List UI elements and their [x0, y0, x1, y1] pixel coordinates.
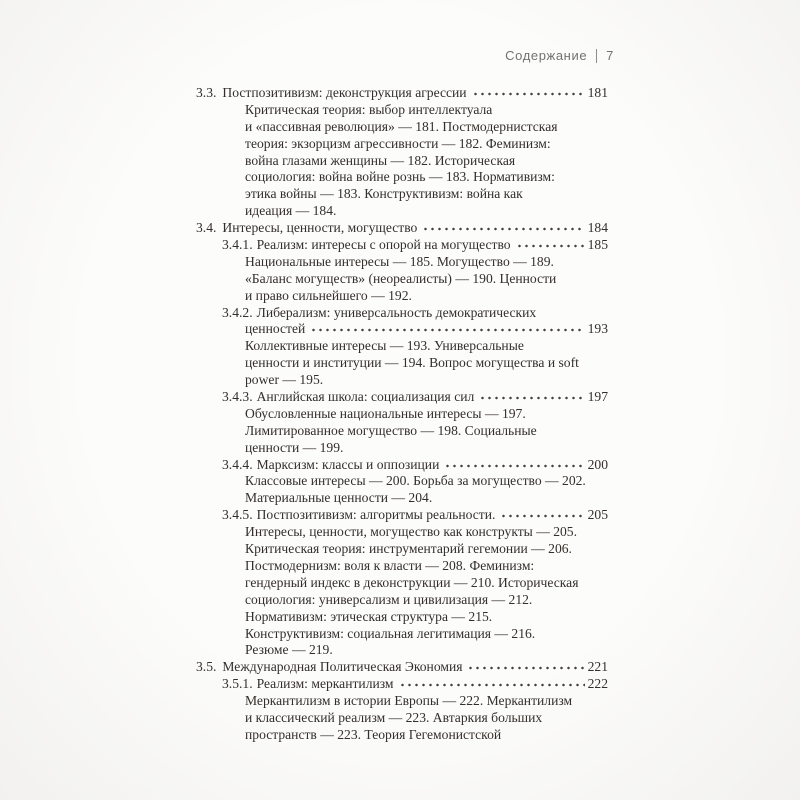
toc-entry-number: 3.4.4.: [222, 456, 253, 472]
dot-leader: [422, 221, 584, 232]
toc-description-line: [0, 710, 800, 727]
toc-text: Конструктивизм: социальная легитимация — 216.: [245, 625, 536, 641]
toc-description-line: [0, 271, 800, 288]
toc-description-line: [0, 119, 800, 136]
toc-description-line: [0, 642, 800, 659]
toc-description-line: [0, 321, 800, 338]
toc-text: Национальные интересы — 185. Могущество — 189.: [245, 253, 554, 269]
toc-text: Классовые интересы — 200. Борьба за могущество — 202.: [245, 473, 586, 489]
toc-text: социология: война войне рознь — 183. Нормативизм:: [245, 169, 555, 185]
toc-description-line: [0, 609, 800, 626]
toc-entry-line: [0, 305, 800, 322]
toc-text: Критическая теория: инструментарий гегемонии — 206.: [245, 541, 572, 557]
toc-description-line: [0, 153, 800, 170]
toc-entry-line: [0, 85, 800, 102]
toc-description-line: [0, 727, 800, 744]
header-page-number: 7: [606, 48, 614, 63]
dot-leader: [310, 322, 584, 333]
toc-text: Либерализм: универсальность демократических: [256, 304, 537, 320]
toc-entry-line: [0, 507, 800, 524]
toc-text: Интересы, ценности, могущество: [222, 220, 418, 236]
toc-description-line: [0, 558, 800, 575]
toc-text: ценностей: [245, 321, 306, 337]
toc-page-number: 193: [587, 321, 608, 337]
toc-entry-line: [0, 389, 800, 406]
toc-text: ценности и институции — 194. Вопрос могущества и soft: [245, 355, 579, 371]
toc-entry-number: 3.4.1.: [222, 237, 253, 253]
toc-entry-number: 3.4.5.: [222, 507, 253, 523]
toc-entry-number: 3.4.3.: [222, 389, 253, 405]
toc-page-number: 197: [587, 389, 608, 405]
toc-text: социология: универсализм и цивилизация — 212.: [245, 591, 533, 607]
toc-description-line: [0, 626, 800, 643]
toc-page-number: 200: [587, 456, 608, 472]
toc-text: этика войны — 183. Конструктивизм: война как: [245, 186, 523, 202]
toc-text: Реализм: интересы с опорой на могущество: [256, 237, 511, 253]
toc-entry-number: 3.5.: [196, 659, 217, 675]
toc-text: и право сильнейшего — 192.: [245, 287, 412, 303]
toc-description-line: [0, 288, 800, 305]
toc-entry-line: [0, 220, 800, 237]
toc-description-line: [0, 524, 800, 541]
running-head-title: Содержание: [505, 48, 588, 63]
toc-text: Критическая теория: выбор интеллектуала: [245, 101, 493, 117]
toc-page-number: 205: [587, 507, 608, 523]
running-head: [505, 48, 614, 63]
toc-text: Английская школа: социализация сил: [256, 389, 475, 405]
toc-text: Международная Политическая Экономия: [222, 659, 463, 675]
toc-page-number: 181: [587, 85, 608, 100]
toc-text: и «пассивная революция» — 181. Постмодернистская: [245, 118, 558, 134]
dot-leader: [516, 238, 585, 249]
toc: [0, 85, 800, 744]
toc-text: Материальные ценности — 204.: [245, 490, 433, 506]
toc-text: Интересы, ценности, могущество как конструкты — 205.: [245, 524, 577, 540]
toc-text: пространств — 223. Теория Гегемонистской: [245, 726, 502, 742]
toc-description-line: [0, 203, 800, 220]
dot-leader: [399, 677, 585, 688]
toc-text: Постпозитивизм: алгоритмы реальности.: [256, 507, 496, 523]
toc-page-number: 222: [587, 676, 608, 692]
toc-description-line: [0, 575, 800, 592]
header-divider: [596, 49, 597, 63]
dot-leader: [444, 458, 584, 469]
toc-description-line: [0, 541, 800, 558]
dot-leader: [472, 86, 585, 97]
toc-description-line: [0, 490, 800, 507]
toc-description-line: [0, 592, 800, 609]
toc-text: Постмодернизм: воля к власти — 208. Феминизм:: [245, 557, 535, 573]
toc-text: и классический реализм — 223. Автаркия больших: [245, 709, 543, 725]
toc-description-line: [0, 102, 800, 119]
toc-description-line: [0, 136, 800, 153]
toc-text: power — 195.: [245, 372, 324, 388]
toc-text: ценности — 199.: [245, 439, 344, 455]
toc-description-line: [0, 254, 800, 271]
toc-page-number: 221: [587, 659, 608, 675]
dot-leader: [467, 660, 584, 671]
toc-entry-number: 3.4.: [196, 220, 217, 236]
toc-page-number: 185: [587, 237, 608, 253]
toc-text: Резюме — 219.: [245, 642, 333, 658]
toc-description-line: [0, 406, 800, 423]
toc-text: Меркантилизм в истории Европы — 222. Меркантилизм: [245, 693, 573, 709]
toc-entry-number: 3.3.: [196, 85, 217, 100]
toc-entry-line: [0, 237, 800, 254]
toc-entry-line: [0, 457, 800, 474]
toc-description-line: [0, 169, 800, 186]
toc-description-line: [0, 423, 800, 440]
toc-text: Лимитированное могущество — 198. Социальные: [245, 422, 537, 438]
toc-entry-number: 3.5.1.: [222, 676, 253, 692]
toc-description-line: [0, 693, 800, 710]
toc-text: «Баланс могуществ» (неореалисты) — 190. Ценности: [245, 270, 557, 286]
toc-text: Постпозитивизм: деконструкция агрессии: [222, 85, 467, 100]
toc-text: теория: экзорцизм агрессивности — 182. Феминизм:: [245, 135, 551, 151]
toc-text: идеация — 184.: [245, 203, 337, 219]
toc-text: гендерный индекс в деконструкции — 210. Историческая: [245, 574, 579, 590]
toc-description-line: [0, 355, 800, 372]
toc-entry-line: [0, 659, 800, 676]
toc-text: война глазами женщины — 182. Историческая: [245, 152, 516, 168]
toc-text: Нормативизм: этическая структура — 215.: [245, 608, 493, 624]
toc-entry-line: [0, 676, 800, 693]
toc-description-line: [0, 473, 800, 490]
dot-leader: [500, 508, 584, 519]
toc-description-line: [0, 440, 800, 457]
toc-text: Обусловленные национальные интересы — 197.: [245, 405, 526, 421]
toc-description-line: [0, 372, 800, 389]
toc-text: Коллективные интересы — 193. Универсальные: [245, 338, 524, 354]
dot-leader: [479, 390, 584, 401]
toc-page-number: 184: [587, 220, 608, 236]
toc-entry-number: 3.4.2.: [222, 304, 253, 320]
toc-text: Реализм: меркантилизм: [256, 676, 394, 692]
toc-description-line: [0, 338, 800, 355]
toc-text: Марксизм: классы и оппозиции: [256, 456, 440, 472]
toc-description-line: [0, 186, 800, 203]
